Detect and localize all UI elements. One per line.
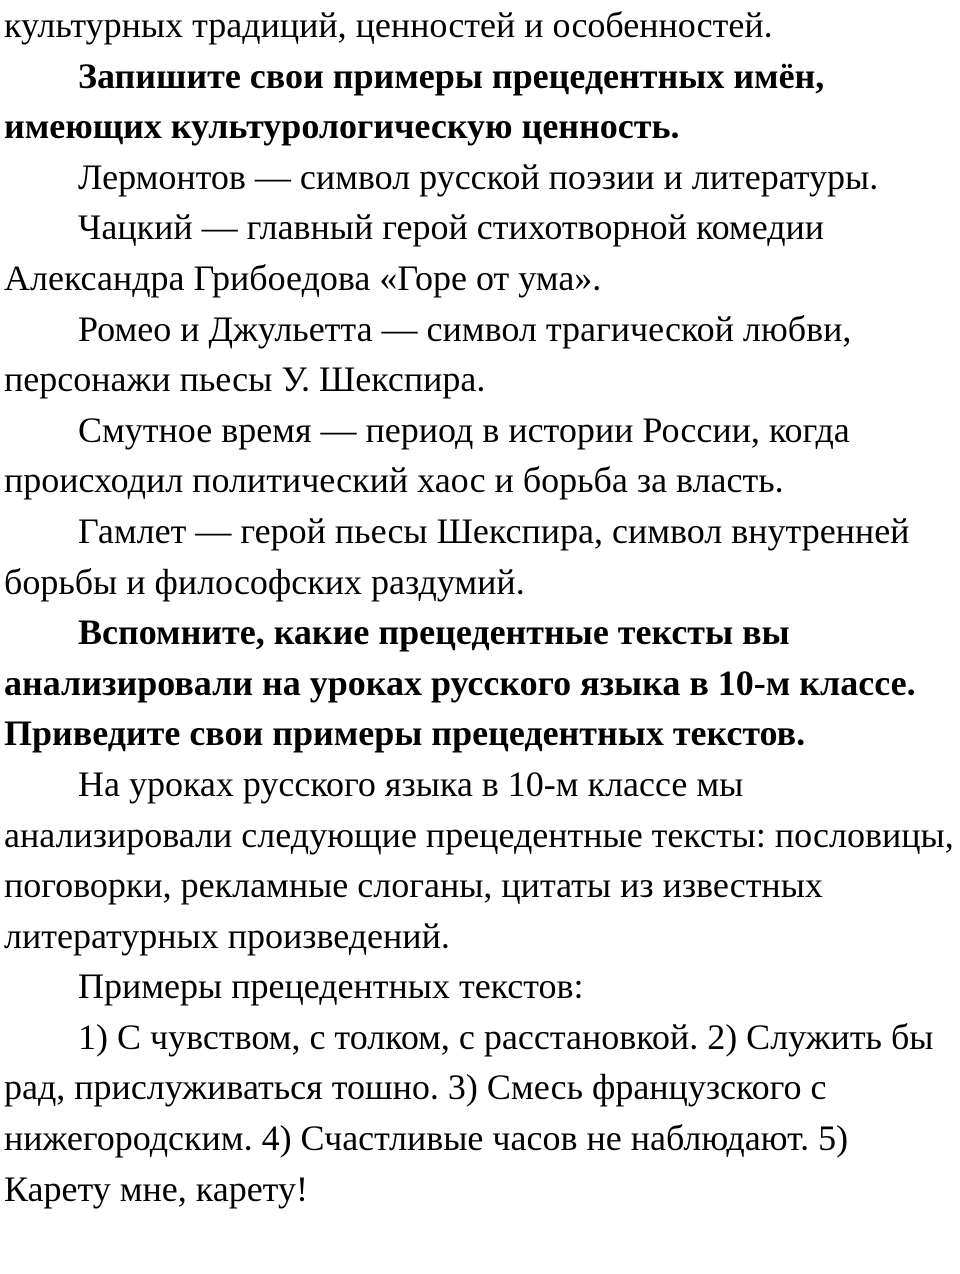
task-heading-precedent-names: Запишите свои примеры прецедентных имён, имеющих культурологическую ценность. xyxy=(4,55,825,147)
paragraph-continuation: культурных традиций, ценностей и особенностей. xyxy=(4,5,773,45)
paragraph-romeo-juliet: Ромео и Джульетта — символ трагической любви, персонажи пьесы У. Шекспира. xyxy=(4,308,852,400)
paragraph-time-of-troubles: Смутное время — период в истории России, когда происходил политический хаос и борьба за власть. xyxy=(4,409,850,501)
paragraph-hamlet: Гамлет — герой пьесы Шекспира, символ внутренней борьбы и философских раздумий. xyxy=(4,510,910,602)
paragraph-lermontov: Лермонтов — символ русской поэзии и литературы. xyxy=(78,156,879,197)
task-heading-precedent-texts: Вспомните, какие прецедентные тексты вы анализировали на уроках русского языка в 10-м классе. Приведите свои примеры прецедентных текстов. xyxy=(4,612,916,754)
paragraph-chatsky: Чацкий — главный герой стихотворной комедии Александра Грибоедова «Горе от ума». xyxy=(4,207,825,298)
paragraph-examples-intro: Примеры прецедентных текстов: xyxy=(78,966,584,1007)
document-page xyxy=(4,0,954,1214)
paragraph-examples-list: 1) С чувством, с толком, с расстановкой. 2) Служить бы рад, прислуживаться тошно. 3) Смесь французского с нижегородским. 4) Счастливые часов не наблюдают. 5) Карету мне, карету! xyxy=(4,1016,934,1209)
paragraph-analyzed-texts: На уроках русского языка в 10-м классе мы анализировали следующие прецедентные тексты: пословицы, поговорки, рекламные слоганы, цитаты из известных литературных произведений. xyxy=(4,763,954,956)
